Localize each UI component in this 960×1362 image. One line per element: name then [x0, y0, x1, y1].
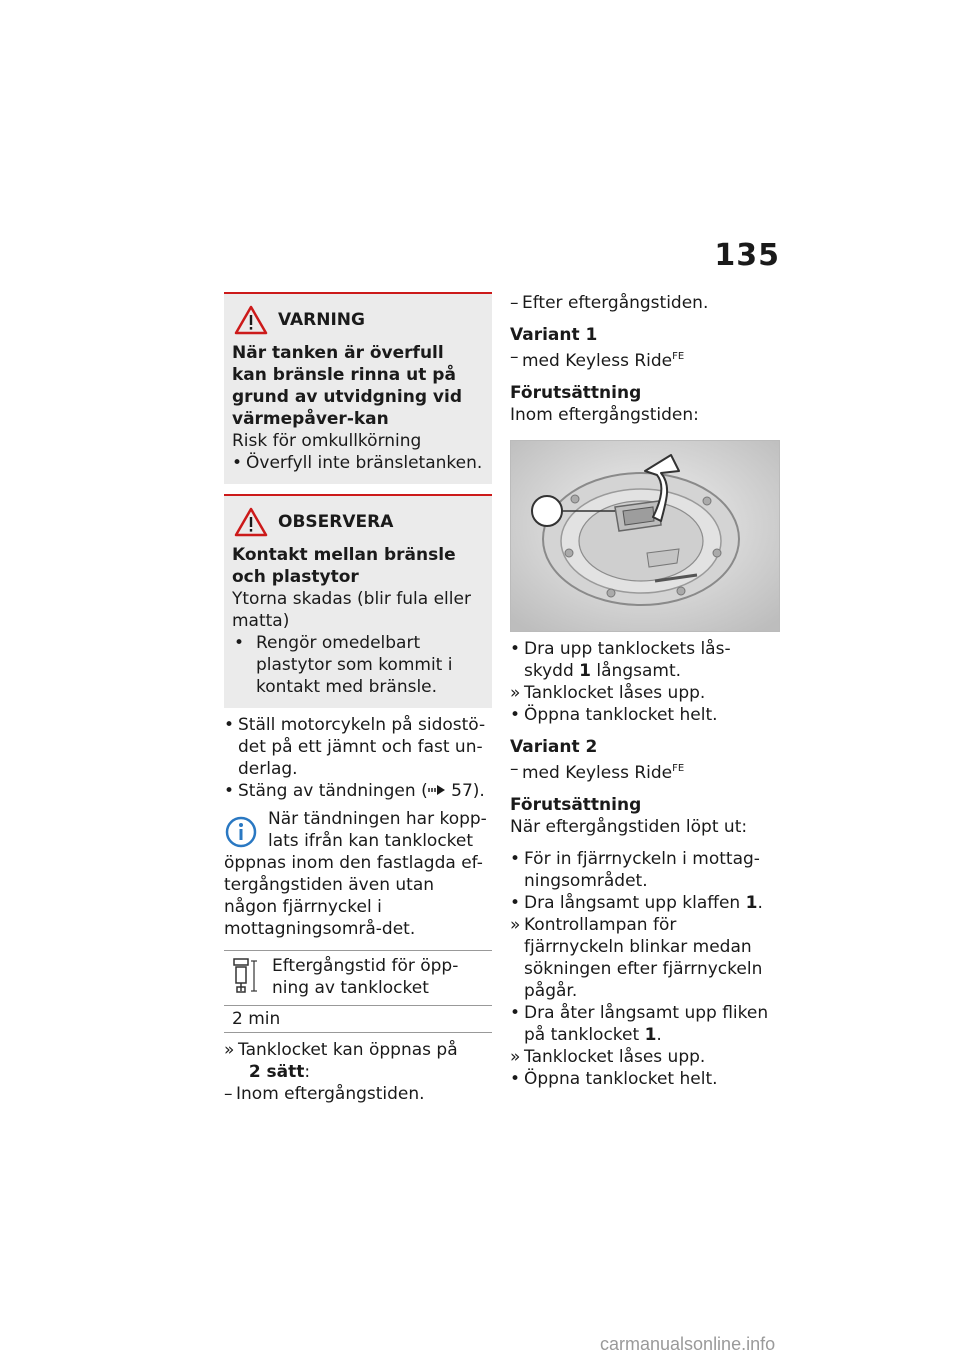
- right-column: [510, 292, 780, 1090]
- variant2-steps: [510, 848, 780, 1090]
- dash-after: – Efter eftergångstiden.: [510, 293, 709, 313]
- specification-table: [224, 950, 492, 1033]
- result-two-ways: » Tanklocket kan öppnas på 2 sätt:: [224, 1040, 458, 1082]
- step-sidestand: • Ställ motorcykeln på sidostö-det på ett jämnt och fast un-derlag.: [224, 715, 486, 779]
- table-label: Eftergångstid för öpp-ning av tanklocket: [272, 956, 459, 998]
- info-text-first: När tändningen har kopp-lats ifrån kan tanklocket: [268, 809, 487, 851]
- warning-triangle-icon: [234, 305, 268, 335]
- watermark: carmanualsonline.info: [600, 1334, 776, 1354]
- warning-title: VARNING: [278, 310, 365, 330]
- left-column: [224, 292, 492, 1105]
- variant2-title: Variant 2: [510, 737, 598, 757]
- list-item: • Dra upp tanklockets lås-skydd 1 långsamt.: [510, 639, 731, 681]
- caution-triangle-icon: [234, 507, 268, 537]
- list-item: • För in fjärrnyckeln i mottag-ningsområdet.: [510, 849, 760, 891]
- caution-box: [224, 494, 492, 708]
- warning-heading: När tanken är överfull kan bränsle rinna ut på grund av utvidgning vid värmepåver-kan: [232, 343, 462, 429]
- list-item: • Öppna tanklocket helt.: [510, 1069, 718, 1089]
- info-text-rest: öppnas inom den fastlagda ef-tergångstiden även utan någon fjärrnyckel i mottagningsområ-det.: [224, 853, 483, 939]
- page-reference-number[interactable]: 57: [451, 781, 473, 801]
- variant2-with: – med Keyless Ride$^{FE}$: [510, 759, 685, 783]
- dash-within: – Inom eftergångstiden.: [224, 1084, 425, 1104]
- caution-body: Ytorna skadas (blir fula eller matta): [232, 589, 471, 631]
- caution-title: OBSERVERA: [278, 512, 394, 532]
- page-reference-arrow-icon: [428, 784, 446, 796]
- step-ignition-off: • Stäng av tändningen ( 57).: [224, 781, 485, 801]
- list-item: » Kontrollampan för fjärrnyckeln blinkar medan sökningen efter fjärrnyckeln pågår.: [510, 915, 763, 1001]
- list-item: • Dra långsamt upp klaffen 1.: [510, 893, 763, 913]
- warning-bullet: • Överfyll inte bränsletanken.: [232, 453, 483, 473]
- variant1-prereq-label: Förutsättning: [510, 383, 642, 403]
- info-note: [224, 808, 492, 940]
- list-item: • Dra åter långsamt upp fliken på tanklocket 1.: [510, 1003, 769, 1045]
- tank-cap-photo: [510, 440, 780, 632]
- variant1-steps: [510, 638, 780, 726]
- caution-bullet: • Rengör omedelbart plastytor som kommit i kontakt med bränsle.: [234, 633, 453, 697]
- tank-cap-timer-icon: [230, 955, 260, 995]
- list-item: » Tanklocket låses upp.: [510, 1047, 706, 1067]
- variant2-prereq-label: Förutsättning: [510, 795, 642, 815]
- list-item: » Tanklocket låses upp.: [510, 683, 706, 703]
- table-value: 2 min: [232, 1009, 281, 1029]
- variant1-with: – med Keyless Ride$^{FE}$: [510, 347, 685, 371]
- variant2-prereq-text: När eftergångstiden löpt ut:: [510, 817, 748, 837]
- variant1-title: Variant 1: [510, 325, 598, 345]
- caution-heading: Kontakt mellan bränsle och plastytor: [232, 545, 456, 587]
- list-item: • Öppna tanklocket helt.: [510, 705, 718, 725]
- variant1-prereq-text: Inom eftergångstiden:: [510, 405, 699, 425]
- tank-cap-illustration: [511, 441, 779, 631]
- page-number: 135: [714, 238, 780, 273]
- info-icon: [224, 810, 258, 850]
- warning-body: Risk för omkullkörning: [232, 431, 422, 451]
- warning-box: [224, 292, 492, 484]
